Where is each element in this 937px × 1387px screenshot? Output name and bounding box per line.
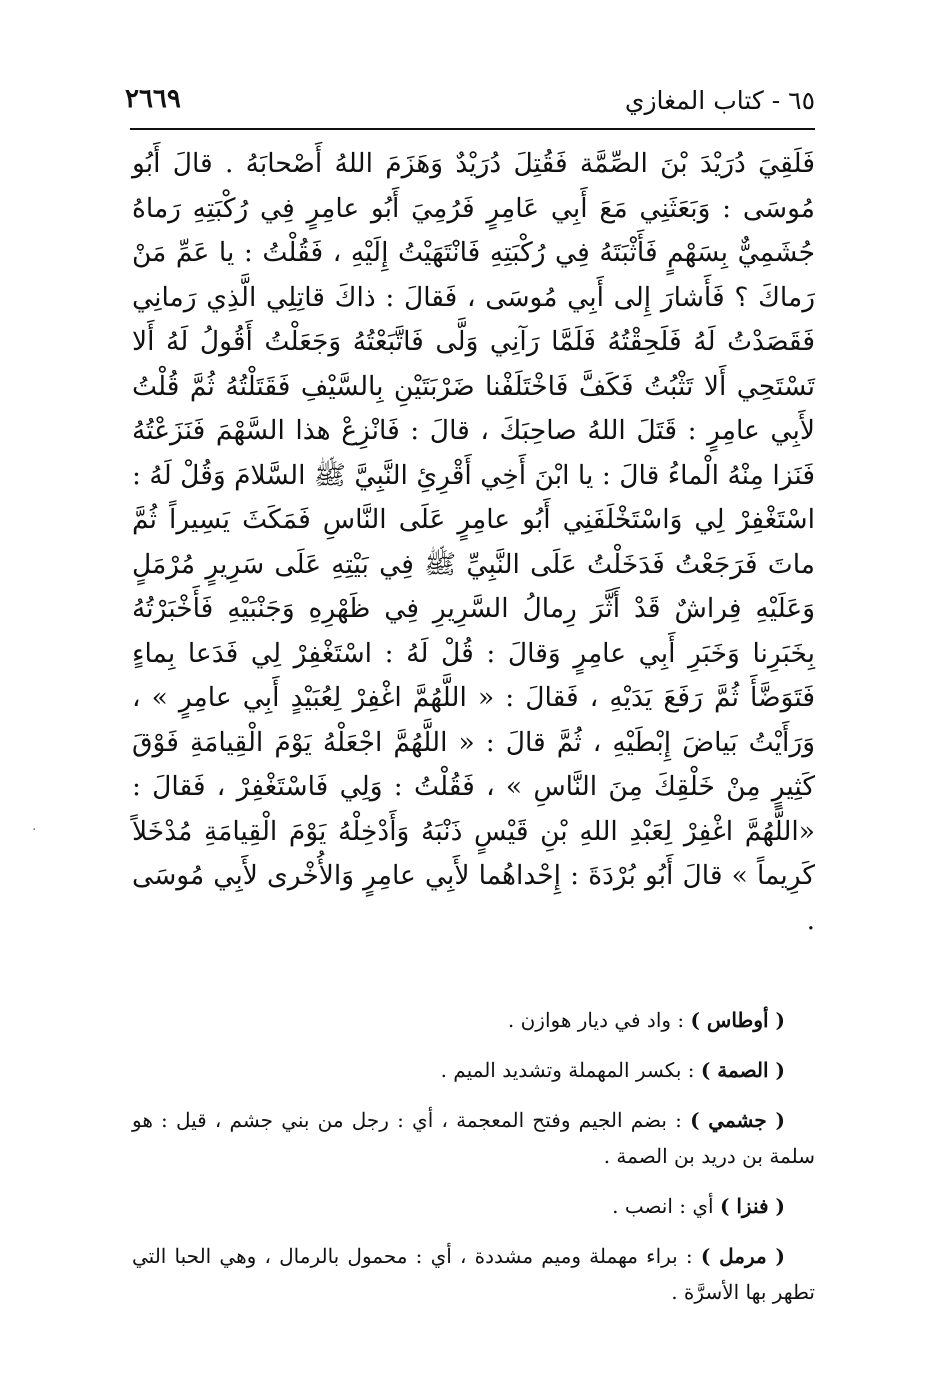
note-text: : واد في ديار هوازن . xyxy=(507,1008,691,1032)
chapter-title: ٦٥ - كتاب المغازي xyxy=(624,86,815,115)
note-term: ( الصمة ) xyxy=(700,1058,785,1082)
note-text: : بضم الجيم وفتح المعجمة ، أي : رجل من بني جشم ، قيل : هو سلمة بن دريد بن الصمة . xyxy=(132,1108,815,1168)
note-term: ( جشمي ) xyxy=(690,1108,785,1132)
note-term: ( مرمل ) xyxy=(700,1244,785,1268)
page-header xyxy=(125,80,815,124)
page-number: ٢٦٦٩ xyxy=(125,84,181,114)
footnotes xyxy=(132,1002,815,1324)
note-awtas xyxy=(132,1002,815,1038)
hadith-text: فَلَقِيَ دُرَيْدَ بْنَ الصِّمَّة فَقُتِلَ دُرَيْدٌ وَهَزَمَ اللهُ أَصْحابَهُ . قالَ أَبُو مُوسَى : وَبَعَثَنِي مَعَ أَبِي عَامِرٍ فَرُمِيَ أَبُو عامِرٍ فِي رُكْبَتِهِ رَماهُ جُشَمِيٌّ بِسَهْمٍ فَأَثْبَتَهُ فِي رُكْبَتِهِ فَانْتَهَيْتُ إِلَيْهِ ، فَقُلْتُ : يا عَمِّ مَنْ رَماكَ ؟ فَأَشارَ إِلى أَبِي مُوسَى ، فَقالَ : ذاكَ قاتِلِي الَّذِي رَمانِي فَقَصَدْتُ لَهُ فَلَحِقْتُهُ فَلَمَّا رَآنِي وَلَّى فَاتَّبَعْتُهُ وَجَعَلْتُ أَقُولُ لَهُ أَلا تَسْتَحِي أَلا تَثْبُتُ فَكَفَّ فَاخْتَلَفْنا ضَرْبَتَيْنِ بِالسَّيْفِ فَقَتَلْتُهُ ثُمَّ قُلْتُ لأَبِي عامِرٍ : قَتَلَ اللهُ صاحِبَكَ ، قالَ : فَانْزِعْ هذا السَّهْمَ فَنَزَعْتُهُ فَنَزا مِنْهُ الْماءُ قالَ : يا ابْنَ أَخِي أَقْرِئِ النَّبِيَّ ﷺ السَّلامَ وَقُلْ لَهُ : اسْتَغْفِرْ لِي وَاسْتَخْلَفَنِي أَبُو عامِرٍ عَلَى النَّاسِ فَمَكَثَ يَسِيراً ثُمَّ ماتَ فَرَجَعْتُ فَدَخَلْتُ عَلَى النَّبِيِّ ﷺ فِي بَيْتِهِ عَلَى سَرِيرٍ مُرْمَلٍ وَعَلَيْهِ فِراشٌ قَدْ أَثَّرَ رِمالُ السَّرِيرِ فِي ظَهْرِهِ وَجَنْبَيْهِ فَأَخْبَرْتُهُ بِخَبَرِنا وَخَبَرِ أَبِي عامِرٍ وَقالَ : قُلْ لَهُ : اسْتَغْفِرْ لِي فَدَعا بِماءٍ فَتَوَضَّأَ ثُمَّ رَفَعَ يَدَيْهِ ، فَقالَ : « اللَّهُمَّ اغْفِرْ لِعُبَيْدٍ أَبِي عامِرٍ » ، وَرَأَيْتُ بَياضَ إِبْطَيْهِ ، ثُمَّ قالَ : « اللَّهُمَّ اجْعَلْهُ يَوْمَ الْقِيامَةِ فَوْقَ كَثِيرٍ مِنْ خَلْقِكَ مِنَ النَّاسِ » ، فَقُلْتُ : وَلِي فَاسْتَغْفِرْ ، فَقالَ : «اللَّهُمَّ اغْفِرْ لِعَبْدِ اللهِ بْنِ قَيْسٍ ذَنْبَهُ وَأَدْخِلْهُ يَوْمَ الْقِيامَةِ مُدْخَلاً كَرِيماً » قالَ أَبُو بُرْدَةَ : إِحْداهُما لأَبِي عامِرٍ وَالأُخْرى لأَبِي مُوسَى . xyxy=(132,148,815,936)
note-text: أي : انصب . xyxy=(612,1194,720,1218)
note-murmal xyxy=(132,1238,815,1310)
note-text: : براء مهملة وميم مشددة ، أي : محمول بالرمال ، وهي الحبا التي تطهر بها الأسرَّة . xyxy=(132,1244,815,1304)
note-simma xyxy=(132,1052,815,1088)
note-term: ( فنزا ) xyxy=(719,1194,785,1218)
note-fanaza xyxy=(132,1188,815,1224)
margin-mark: · xyxy=(32,822,37,838)
note-term: ( أوطاس ) xyxy=(690,1008,785,1032)
note-jushami xyxy=(132,1102,815,1174)
note-text: : بكسر المهملة وتشديد الميم . xyxy=(440,1058,701,1082)
header-rule xyxy=(130,128,815,130)
